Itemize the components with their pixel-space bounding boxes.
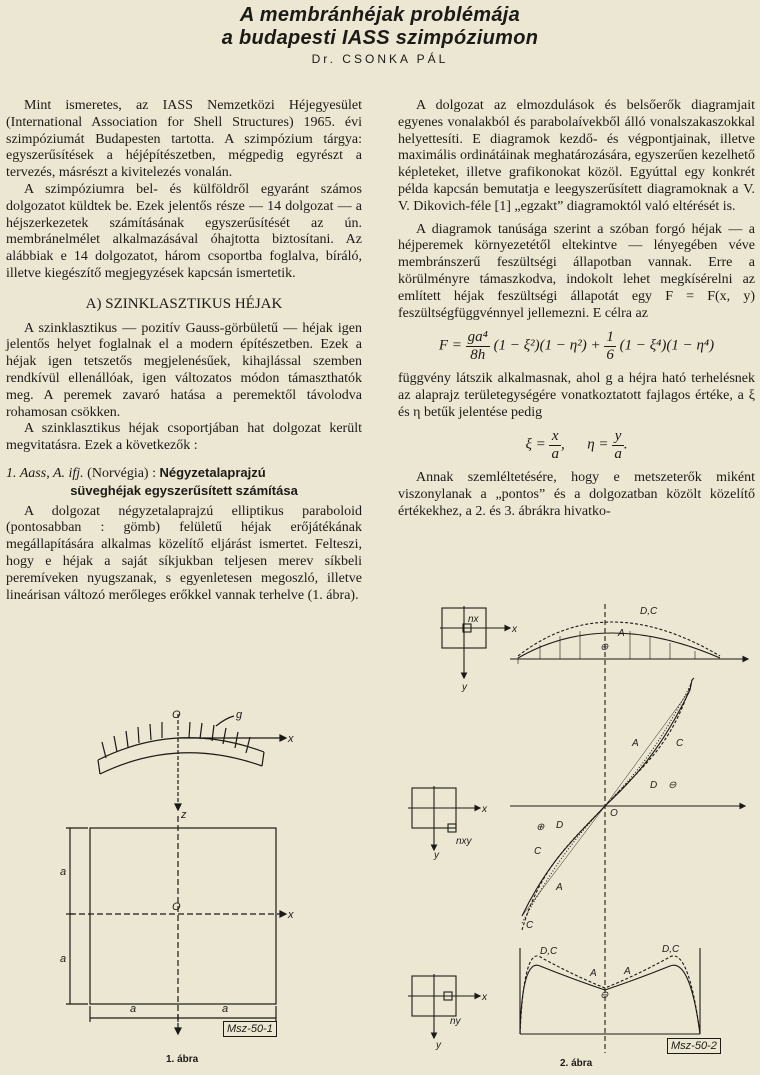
formula-end: (1 − ξ⁴)(1 − η⁴) bbox=[619, 338, 715, 355]
section-heading: A) SZINKLASZTIKUS HÉJAK bbox=[85, 295, 283, 312]
numerator: 1 bbox=[606, 329, 614, 346]
label-nxy: nxy bbox=[456, 836, 472, 847]
shell-arc-bottom bbox=[100, 753, 262, 774]
label-dc: D,C bbox=[540, 946, 558, 957]
label-x: x bbox=[288, 733, 294, 745]
fraction bbox=[466, 329, 490, 364]
xi-lhs: ξ = bbox=[525, 437, 546, 454]
g-leader bbox=[216, 716, 234, 726]
numerator: ga⁴ bbox=[467, 329, 488, 346]
label-a: A bbox=[590, 968, 597, 979]
paragraph: Mint ismeretes, az IASS Nemzetközi Héjegyesület (International Association for Shell Structures) 1965. évi szimpóziumát Budapesten tartotta. A szimpózium tárgya: egyszerűsítések a héjépítészetben, mégpedig egyrészt a tervezés, másrészt a kivitelezés vonalán. bbox=[6, 98, 362, 181]
paragraph: A szimpóziumra bel- és külföldről egyaránt számos dolgozatot küldtek be. Ezek jelentős része — 14 dolgozat — a héjszerkezetek számításának egyszerűsítését az ún. membránelmélet alkalmazásával óhajtotta biztosítani. Az alábbiak e 14 dolgozatot, három csoportba foglalva, bíráló, illetve kiegészítő megjegyzések kapcsán ismertetik. bbox=[6, 181, 362, 281]
figure-1-tag: Msz-50-1 bbox=[223, 1021, 277, 1037]
label-c: C bbox=[526, 920, 534, 931]
figure-1 bbox=[40, 700, 370, 1040]
reference-heading bbox=[6, 465, 362, 483]
paragraph: A diagramok tanúsága szerint a szóban forgó héjak — a héjperemek környezetétől eltekintve — lényegében véve membránszerű feszültségi állapotban vannak. Erre a körülményre támaszkodva, indokolt lehet megkísérelni az említett héjak feszültségi állapotát egy F = F(x, y) feszültségfüggvénnyel jellemezni. E célra az bbox=[398, 221, 755, 321]
paragraph: A dolgozat az elmozdulások és belsőerők diagramjait egyenes vonalakból és parabolaívekből álló vonalszakaszokkal helyettesíti. E diagramok kezdő- és végpontjainak, illetve maximális ordinátáinak meghatározására, egyszerűen kezelhető képleteket, illetve grafikonokat közöl. Egyúttal egy konkrét példa kapcsán bemutatja e leegyszerűsített diagramoknak a V. V. Dikovich-féle [1] „egzakt” diagramoktól való eltérését is. bbox=[398, 98, 755, 214]
label-x: x bbox=[482, 804, 487, 815]
title-line-2: a budapesti IASS szimpóziumon bbox=[221, 27, 539, 49]
label-d: D bbox=[650, 780, 658, 791]
plan-square bbox=[90, 828, 276, 1004]
denominator: 6 bbox=[606, 347, 614, 364]
reference-title: Négyzetalaprajzú bbox=[159, 464, 266, 480]
label-x: x bbox=[288, 909, 294, 921]
formula-xi-eta: ξ = $\frac{x}{a}$ , η = $\frac{y}{a}$ . bbox=[525, 428, 628, 463]
label-o: O bbox=[172, 901, 181, 913]
right-column bbox=[398, 98, 755, 520]
label-z: z bbox=[181, 809, 187, 821]
label-minus: ⊖ bbox=[668, 780, 677, 791]
curve-c bbox=[522, 680, 692, 930]
paragraph: A szinklasztikus héjak csoportjában hat dolgozat került megvitatásra. Ezek a következők : bbox=[6, 421, 362, 454]
fraction bbox=[604, 329, 616, 364]
label-x: x bbox=[482, 992, 487, 1003]
denominator: a bbox=[614, 446, 622, 463]
denominator: 8h bbox=[470, 347, 486, 364]
label-a: A bbox=[556, 882, 563, 893]
load-arrows bbox=[102, 722, 250, 758]
title-line-1: A membránhéjak problémája bbox=[239, 4, 521, 26]
formula-f bbox=[398, 329, 755, 364]
reference-country: (Norvégia) : bbox=[87, 465, 156, 481]
label-plus: ⊕ bbox=[536, 822, 545, 833]
label-nx: nx bbox=[468, 614, 479, 625]
fraction bbox=[549, 428, 561, 463]
label-y: y bbox=[436, 1040, 441, 1051]
formula-lhs: F = bbox=[438, 338, 462, 355]
label-a: A bbox=[632, 738, 639, 749]
eta-lhs: η = bbox=[587, 437, 609, 454]
figure-2-caption: 2. ábra bbox=[560, 1058, 593, 1069]
label-c: C bbox=[534, 846, 542, 857]
label-a: A bbox=[624, 966, 631, 977]
numerator: y bbox=[612, 428, 624, 446]
label-dc: D,C bbox=[640, 606, 658, 617]
label-ny: ny bbox=[450, 1016, 461, 1027]
figure-1-caption: 1. ábra bbox=[166, 1054, 199, 1065]
formula-mid: (1 − ξ²)(1 − η²) + bbox=[493, 338, 601, 355]
reference-title-cont: süveghéjak egyszerűsített számítása bbox=[70, 482, 298, 498]
label-y: y bbox=[434, 850, 439, 861]
author: Dr. CSONKA PÁL bbox=[311, 52, 449, 66]
paragraph: A szinklasztikus — pozitív Gauss-görbületű — héjak igen jelentős helyet foglalnak el a modern építészetben. Ezek a héjak igen tetszetős megjelenésűek, kihajlással szemben rendkívül ellenállóak, igen változatos módon támaszthatók meg. A peremek zavaró hatása a peremektől távolodva rohamosan csökken. bbox=[6, 320, 362, 420]
figure-2-tag: Msz-50-2 bbox=[667, 1038, 721, 1054]
paragraph: Annak szemléltetésére, hogy e metszeterők miként viszonylanak a „pontos” és a dolgozatban közölt közelítő értékekhez, a 2. és 3. ábrákra hivatko- bbox=[398, 469, 755, 519]
label-minus: ⊖ bbox=[600, 642, 609, 653]
fraction bbox=[612, 428, 624, 463]
paragraph: függvény látszik alkalmasnak, ahol g a héjra ható terhelésnek az alaprajz területegységére vonatkoztatott fajlagos értéke, a ξ és η betűk jelentése pedig bbox=[398, 370, 755, 420]
label-g: g bbox=[236, 709, 243, 721]
figure-2 bbox=[400, 598, 758, 1058]
curve-a bbox=[520, 965, 700, 1034]
label-c: C bbox=[676, 738, 684, 749]
dim-a: a bbox=[60, 866, 67, 878]
label-a: A bbox=[618, 628, 625, 639]
label-o: O bbox=[610, 808, 618, 819]
left-column bbox=[6, 98, 362, 604]
label-x: x bbox=[512, 624, 517, 635]
denominator: a bbox=[551, 446, 559, 463]
label-y: y bbox=[462, 682, 467, 693]
label-dc: D,C bbox=[662, 944, 680, 955]
label-o: O bbox=[172, 709, 181, 721]
curve-dc bbox=[520, 956, 700, 1034]
label-d: D bbox=[556, 820, 564, 831]
paragraph: A dolgozat négyzetalaprajzú elliptikus paraboloid (pontosabban : gömb) felületű héjak erőjátékának megállapítására alkalmas közelítő eljárást ismertet. Felteszi, hogy e héjak a saját síkjukban teljesen merev síkbeli peremíveken nyugszanak, s egyenletesen megoszló, illetve lineárisan változó merőleges erőkkel vannak terhelve (1. ábra). bbox=[6, 503, 362, 603]
dim-a: a bbox=[60, 953, 67, 965]
dim-a: a bbox=[222, 1003, 229, 1015]
reference-author: 1. Aass, A. ifj. bbox=[6, 465, 84, 481]
curve-a bbox=[522, 690, 690, 916]
numerator: x bbox=[549, 428, 561, 446]
dim-a: a bbox=[130, 1003, 137, 1015]
shell-arc-top bbox=[98, 738, 264, 760]
label-minus: ⊖ bbox=[600, 990, 609, 1001]
